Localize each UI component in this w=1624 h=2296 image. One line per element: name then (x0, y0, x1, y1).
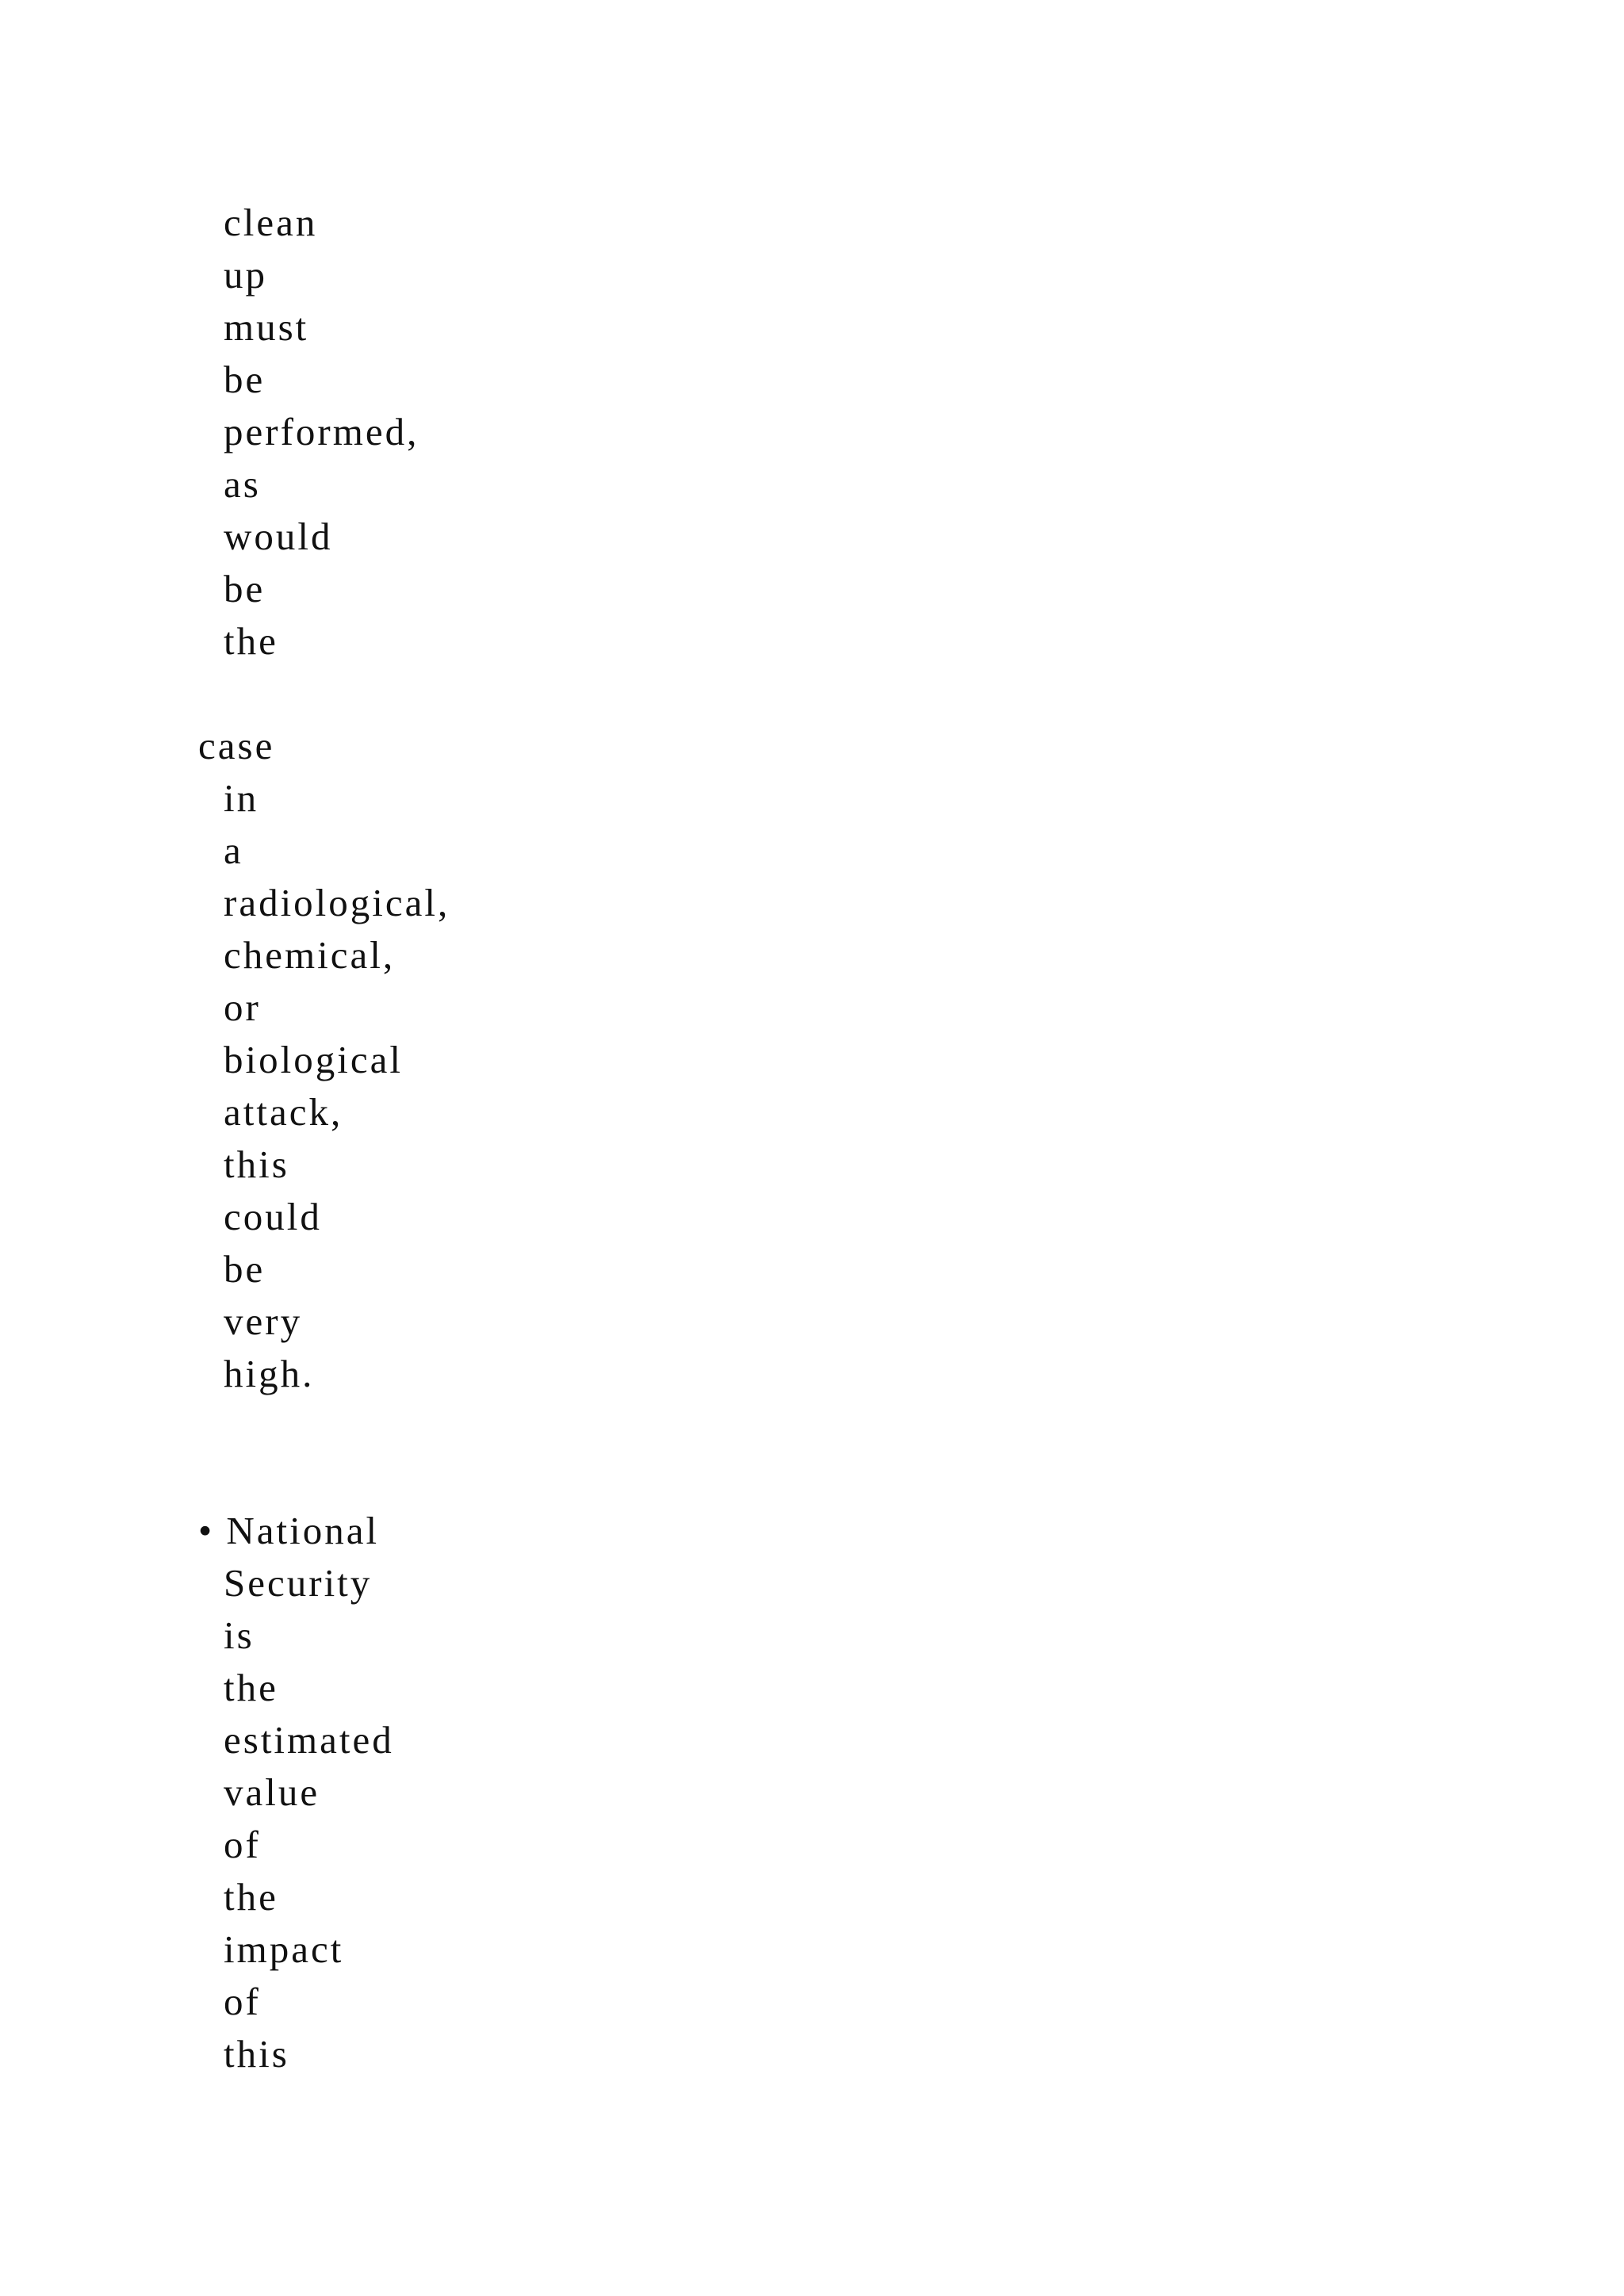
text-line: of (224, 1823, 261, 1866)
text-line: very (224, 1299, 303, 1343)
text-line: is (224, 1613, 255, 1657)
text-line: biological (224, 1038, 403, 1081)
text-line: must (224, 305, 309, 349)
text-line: case (198, 724, 275, 767)
text-line: up (224, 253, 267, 297)
text-line: value (224, 1770, 320, 1814)
text-line: of (224, 1980, 261, 2023)
text-line: the (224, 1666, 278, 1709)
text-line: or (224, 985, 261, 1029)
text-line: impact (224, 1927, 344, 1971)
text-line: estimated (224, 1718, 394, 1762)
text-line: high. (224, 1352, 315, 1395)
bullet-item: • National (198, 1509, 380, 1552)
text-line: the (224, 619, 278, 663)
text-line: would (224, 515, 333, 558)
text-line: as (224, 462, 261, 506)
text-line: in (224, 776, 259, 820)
text-line: clean (224, 201, 318, 244)
text-line: could (224, 1195, 322, 1238)
text-line: a (224, 828, 243, 872)
text-line: Security (224, 1561, 373, 1605)
text-line: the (224, 1875, 278, 1919)
text-line: chemical, (224, 933, 396, 977)
text-line: radiological, (224, 881, 450, 924)
text-line: performed, (224, 410, 419, 453)
text-line: this (224, 1142, 289, 1186)
text-line: attack, (224, 1090, 343, 1134)
text-line: be (224, 358, 266, 401)
text-line: be (224, 1247, 266, 1291)
text-line: this (224, 2032, 289, 2076)
text-line: be (224, 567, 266, 610)
